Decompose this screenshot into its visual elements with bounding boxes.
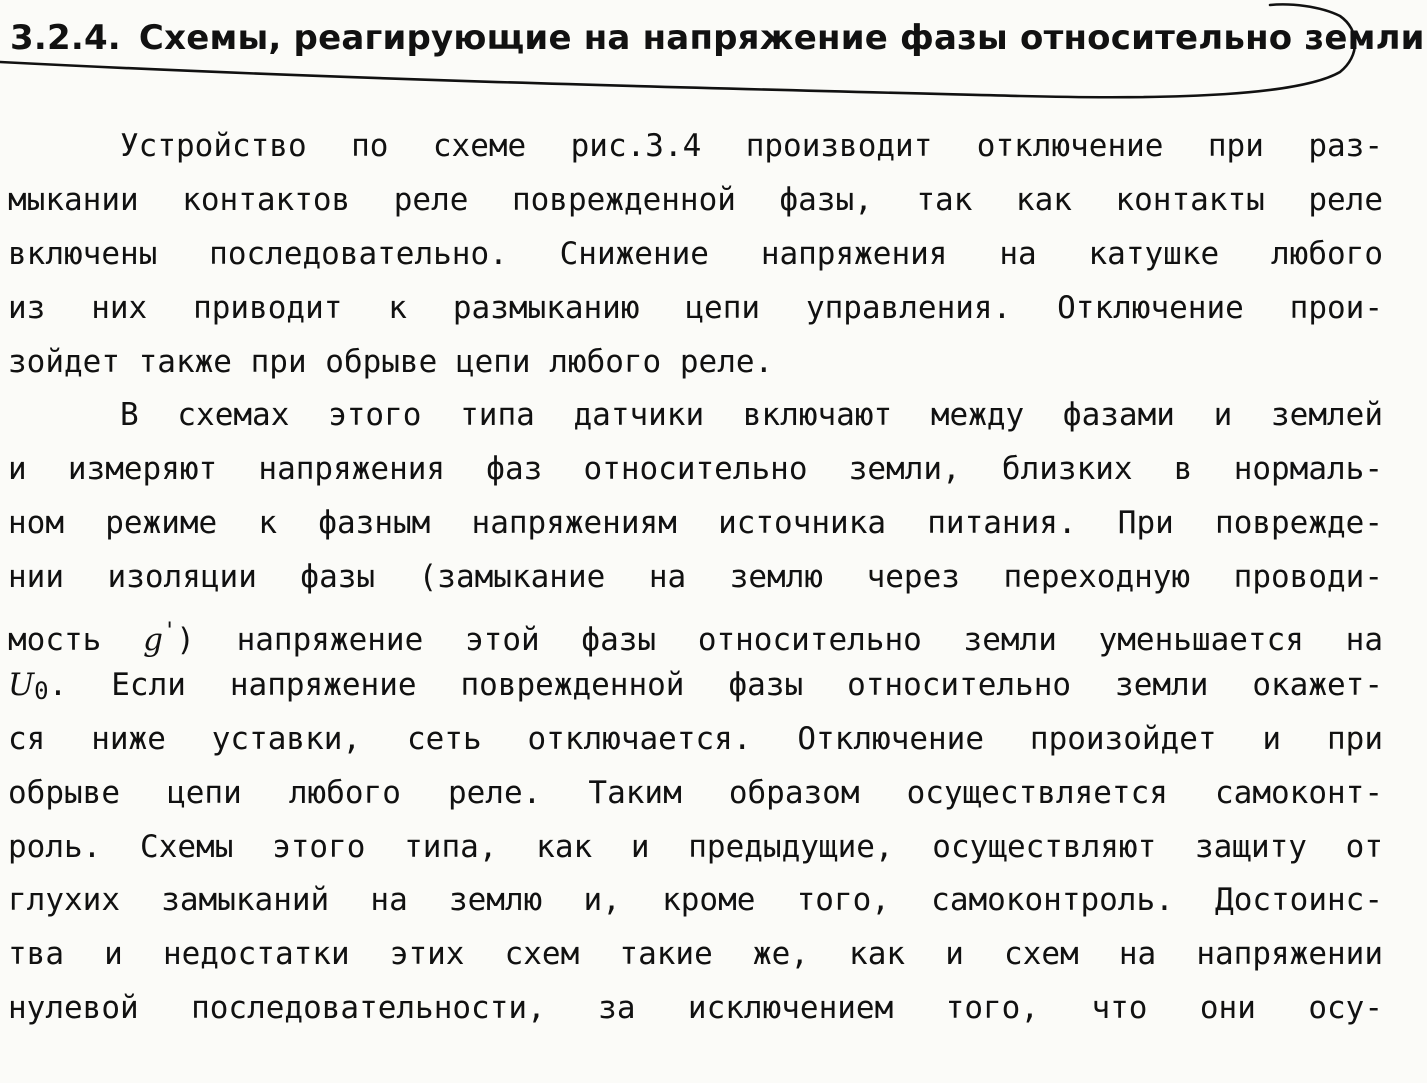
text-line: зойдет также при обрыве цепи любого реле. — [8, 343, 774, 380]
text-fragment: мость — [8, 622, 144, 659]
text-line: обрыве цепи любого реле. Таким образом осуществляется самоконт- — [8, 774, 1383, 811]
section-number: 3.2.4. — [10, 18, 121, 58]
text-fragment: . Если напряжение поврежденной фазы относительно земли окажет- — [48, 666, 1383, 703]
text-line: Устройство по схеме рис.3.4 производит отключение при раз- — [120, 128, 1383, 164]
text-line: нии изоляции фазы (замыкание на землю через переходную проводи- — [8, 559, 1383, 596]
text-line: глухих замыканий на землю и, кроме того, самоконтроль. Достоинс- — [8, 882, 1383, 919]
text-line: нулевой последовательности, за исключением того, что они осу- — [8, 990, 1383, 1027]
conductance-symbol: g — [143, 622, 163, 659]
text-line: роль. Схемы этого типа, как и предыдущие, осуществляют защиту от — [8, 828, 1383, 865]
text-line: из них приводит к размыканию цепи управления. Отключение прои- — [8, 289, 1383, 326]
text-line: ном режиме к фазным напряжениям источника питания. При поврежде- — [8, 505, 1383, 542]
text-line: и измеряют напряжения фаз относительно земли, близких в нормаль- — [8, 451, 1383, 488]
text-line: включены последовательно. Снижение напряжения на катушке любого — [8, 235, 1383, 272]
text-line-voltage — [8, 659, 1383, 713]
text-line: ся ниже уставки, сеть отключается. Отключение произойдет и при — [8, 720, 1383, 757]
text-line: мыкании контактов реле поврежденной фазы, так как контакты реле — [8, 181, 1383, 218]
text-line: В схемах этого типа датчики включают между фазами и землей — [120, 397, 1383, 434]
body-text — [8, 120, 1383, 1036]
section-heading — [10, 18, 1425, 58]
text-fragment: ) напряжение этой фазы относительно земли уменьшается на — [176, 622, 1383, 659]
text-line: тва и недостатки этих схем такие же, как и схем на напряжении — [8, 936, 1383, 973]
text-line-conductance — [8, 605, 1383, 659]
voltage-symbol: U — [8, 666, 35, 703]
voltage-subscript: 0 — [34, 676, 49, 705]
prime-mark: ' — [162, 619, 177, 645]
section-title: Схемы, реагирующие на напряжение фазы относительно земли — [138, 18, 1425, 58]
